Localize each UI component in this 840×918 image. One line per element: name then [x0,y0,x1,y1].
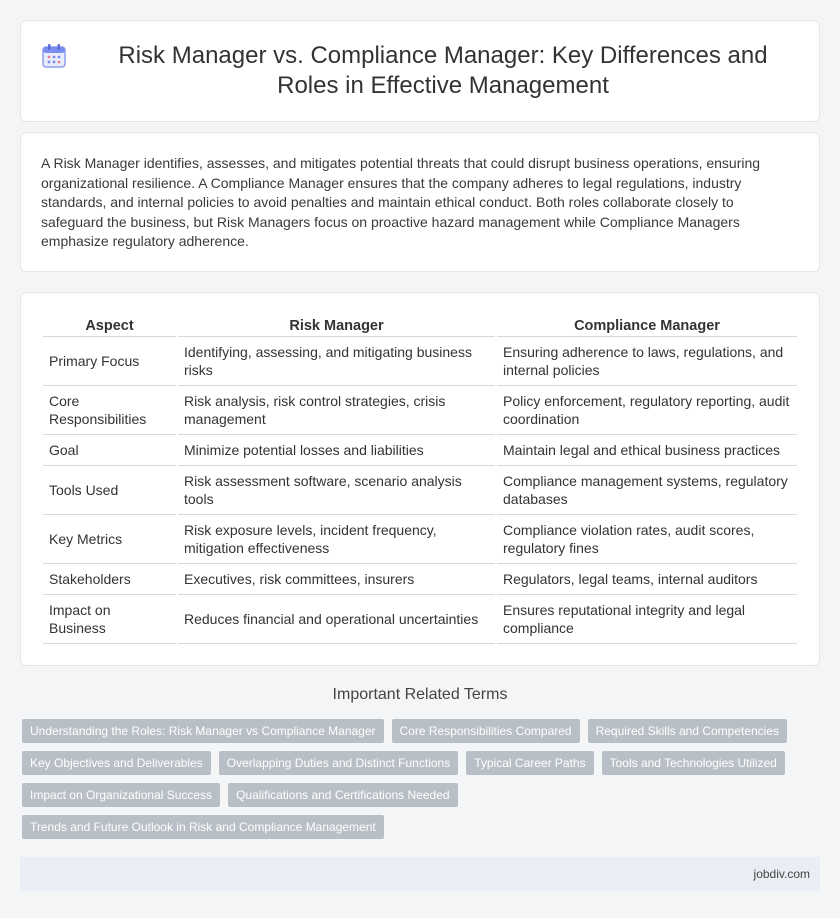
related-tag[interactable]: Typical Career Paths [466,751,593,775]
table-header-row [43,313,797,337]
table-row [43,466,797,515]
cell-risk: Risk analysis, risk control strategies, crisis management [178,386,495,435]
related-tag[interactable]: Overlapping Duties and Distinct Functions [219,751,458,775]
table-row [43,386,797,435]
header-aspect: Aspect [43,313,176,337]
table-row [43,595,797,644]
cell-compliance: Compliance management systems, regulatory databases [497,466,797,515]
intro-card [20,132,820,272]
calendar-icon [41,43,67,69]
cell-risk: Executives, risk committees, insurers [178,564,495,595]
cell-aspect: Key Metrics [43,515,176,564]
cell-aspect: Goal [43,435,176,466]
cell-compliance: Regulators, legal teams, internal auditors [497,564,797,595]
related-tag[interactable]: Understanding the Roles: Risk Manager vs Compliance Manager [22,719,384,743]
header-compliance-manager: Compliance Manager [497,313,797,337]
related-tags [0,719,840,839]
footer [20,857,820,891]
comparison-table [41,313,799,644]
header-risk-manager: Risk Manager [178,313,495,337]
cell-compliance: Compliance violation rates, audit scores, regulatory fines [497,515,797,564]
related-tag[interactable]: Key Objectives and Deliverables [22,751,211,775]
cell-aspect: Impact on Business [43,595,176,644]
footer-site-link[interactable]: jobdiv.com [753,867,810,881]
table-row [43,337,797,386]
title-card [20,20,820,122]
related-tag[interactable]: Trends and Future Outlook in Risk and Compliance Management [22,815,384,839]
related-terms-title: Important Related Terms [332,686,508,703]
related-terms-section [0,686,840,839]
table-row [43,435,797,466]
related-tag[interactable]: Required Skills and Competencies [588,719,787,743]
cell-risk: Risk assessment software, scenario analysis tools [178,466,495,515]
cell-aspect: Core Responsibilities [43,386,176,435]
cell-compliance: Maintain legal and ethical business practices [497,435,797,466]
cell-risk: Identifying, assessing, and mitigating business risks [178,337,495,386]
cell-risk: Minimize potential losses and liabilities [178,435,495,466]
table-row [43,515,797,564]
comparison-card [20,292,820,666]
cell-compliance: Policy enforcement, regulatory reporting, audit coordination [497,386,797,435]
intro-paragraph: A Risk Manager identifies, assesses, and mitigates potential threats that could disrupt business operations, ensuring organizational resilience. A Compliance Manager ensures that the company adheres to legal regulations, industry standards, and internal policies to avoid penalties and maintain ethical conduct. Both roles collaborate closely to safeguard the business, but Risk Managers focus on proactive hazard management while Compliance Managers emphasize regulatory adherence. [41,155,761,249]
related-tag[interactable]: Impact on Organizational Success [22,783,220,807]
table-row [43,564,797,595]
related-tag[interactable]: Core Responsibilities Compared [392,719,580,743]
cell-risk: Reduces financial and operational uncertainties [178,595,495,644]
page-title: Risk Manager vs. Compliance Manager: Key Differences and Roles in Effective Management [118,42,768,99]
cell-compliance: Ensuring adherence to laws, regulations, and internal policies [497,337,797,386]
cell-aspect: Primary Focus [43,337,176,386]
related-tag[interactable]: Tools and Technologies Utilized [602,751,785,775]
cell-risk: Risk exposure levels, incident frequency, mitigation effectiveness [178,515,495,564]
cell-aspect: Stakeholders [43,564,176,595]
cell-aspect: Tools Used [43,466,176,515]
related-tag[interactable]: Qualifications and Certifications Needed [228,783,457,807]
cell-compliance: Ensures reputational integrity and legal compliance [497,595,797,644]
